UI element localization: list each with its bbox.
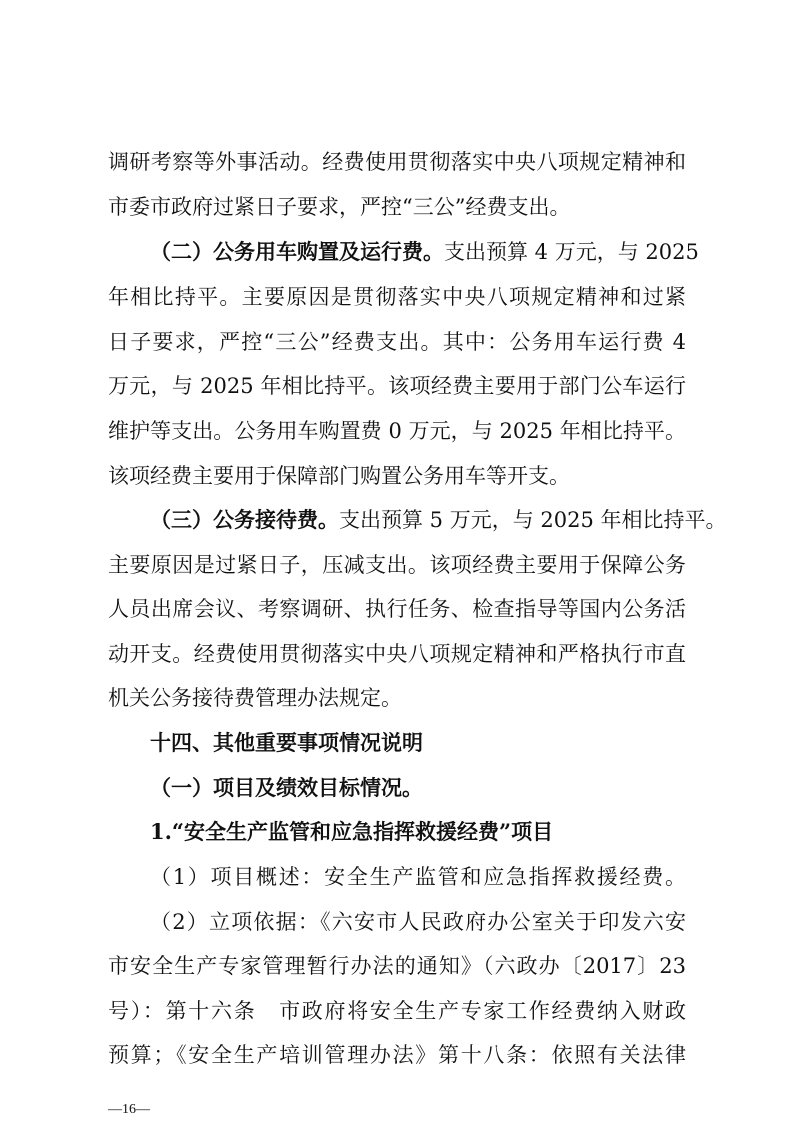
paragraph-line: （2）立项依据：《六安市人民政府办公室关于印发六安 bbox=[150, 910, 686, 934]
paragraph-line: 市安全生产专家管理暂行办法的通知》（六政办〔2017〕23 bbox=[108, 954, 686, 978]
paragraph-line: 市委市政府过紧日子要求，严控“三公”经费支出。 bbox=[108, 195, 571, 219]
page-number: —16— bbox=[108, 1102, 150, 1117]
paragraph-text: 支出预算 5 万元，与 2025 年相比持平。 bbox=[339, 508, 727, 532]
section-heading-vehicle: （二）公务用车购置及运行费。 bbox=[150, 239, 444, 264]
paragraph-line: 维护等支出。公务用车购置费 0 万元，与 2025 年相比持平。 bbox=[108, 419, 686, 443]
paragraph-line: 调研考察等外事活动。经费使用贯彻落实中央八项规定精神和 bbox=[108, 150, 686, 174]
paragraph-line: （1）项目概述：安全生产监管和应急指挥救援经费。 bbox=[150, 865, 686, 889]
paragraph-line: 万元，与 2025 年相比持平。该项经费主要用于部门公车运行 bbox=[108, 374, 686, 398]
paragraph-line: 机关公务接待费管理办法规定。 bbox=[108, 686, 402, 710]
paragraph-line: 预算；《安全生产培训管理办法》第十八条：依照有关法律 bbox=[108, 1043, 686, 1067]
paragraph-text: 支出预算 4 万元，与 2025 bbox=[444, 240, 699, 264]
paragraph-line: 号）：第十六条 市政府将安全生产专家工作经费纳入财政 bbox=[108, 999, 686, 1023]
paragraph-line: 主要原因是过紧日子，压减支出。该项经费主要用于保障公务 bbox=[108, 553, 686, 577]
paragraph-line bbox=[150, 237, 699, 267]
project-title: 1.“安全生产监管和应急指挥救援经费”项目 bbox=[150, 819, 554, 844]
section-heading-14: 十四、其他重要事项情况说明 bbox=[150, 730, 423, 755]
paragraph-line: 年相比持平。主要原因是贯彻落实中央八项规定精神和过紧 bbox=[108, 285, 686, 309]
paragraph-line: 该项经费主要用于保障部门购置公务用车等开支。 bbox=[108, 464, 570, 488]
paragraph-line: 日子要求，严控“三公”经费支出。其中：公务用车运行费 4 bbox=[108, 330, 686, 354]
subsection-heading-projects: （一）项目及绩效目标情况。 bbox=[150, 775, 423, 800]
paragraph-line bbox=[150, 505, 727, 535]
paragraph-line: 人员出席会议、考察调研、执行任务、检查指导等国内公务活 bbox=[108, 597, 686, 621]
section-heading-reception: （三）公务接待费。 bbox=[150, 507, 339, 532]
paragraph-line: 动开支。经费使用贯彻落实中央八项规定精神和严格执行市直 bbox=[108, 642, 686, 666]
